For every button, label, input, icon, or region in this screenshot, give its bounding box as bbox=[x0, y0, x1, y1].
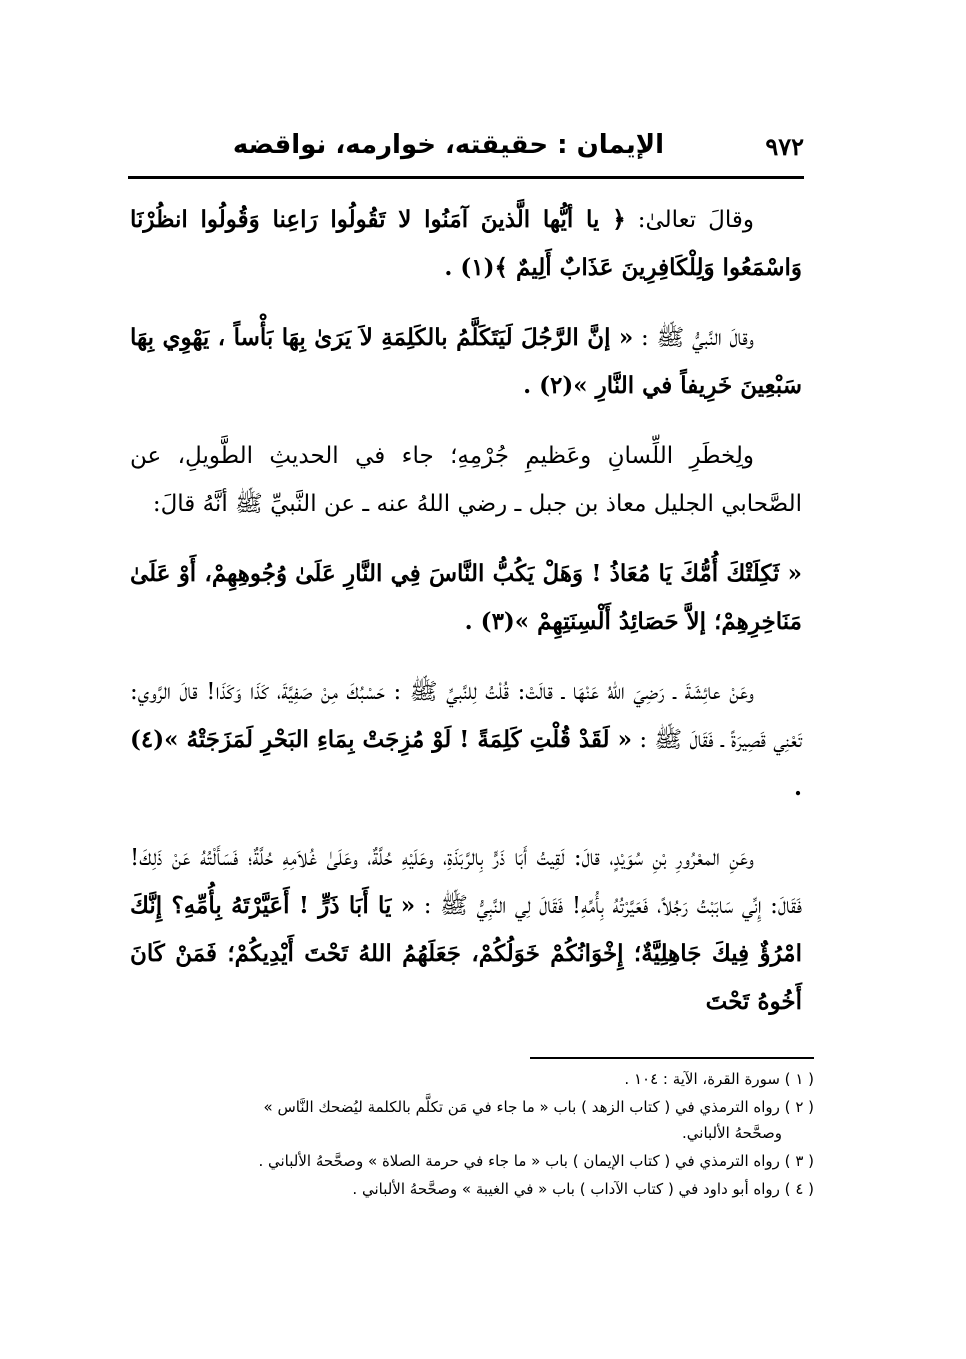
footnote-1 bbox=[180, 1066, 814, 1092]
hadith-quote: « إنَّ الرَّجُلَ لَيَتَكَلَّمُ بالكَلِمَةِ لاَ يَرَىٰ بِهَا بَأْساً ، يَهْوِي بِهَا سَبْعِينَ خَرِيفاً في النَّارِ »(٢) . bbox=[130, 324, 802, 399]
running-title: الإيمان : حقيقته، خوارمه، نواقضه bbox=[232, 130, 664, 160]
paragraph-3 bbox=[130, 432, 802, 528]
paragraph-intro: وعَنِ المعْرُورِ بْنِ سُوَيْدٍ، قالَ: لَقِيتُ أَبَا ذَرٍّ بِالرَّبَذَةِ، وعَلَيْهِ حُلَّةٌ، وعَلَىٰ غُلاَمِهِ حُلَّةٌ؛ فَسَأَلْتُهُ عَنْ ذَلِكَ! فَقَالَ: إِنِّي سَابَبْتُ رَجُلاً، فَعَيَّرْتُهُ بِأُمِّهِ! فَقَالَ لِي النَّبِيُّ ﷺ : bbox=[130, 845, 802, 919]
paragraph-intro: وقالَ النَّبيُّ ﷺ : bbox=[633, 325, 754, 351]
paragraph-intro: وقالَ تعالىٰ: bbox=[625, 207, 754, 233]
main-text bbox=[130, 196, 802, 1048]
hadith-quote: « لَقَدْ قُلْتِ كَلِمَةً ! لَوْ مُزِجَتْ بِمَاءِ البَحْرِ لَمَزَجَتْهُ »(٤) . bbox=[130, 726, 802, 801]
hadith-quote: « ثَكِلَتْكَ أُمُّكَ يَا مُعَاذُ ! وَهَلْ يَكُبُّ النَّاسَ فِي النَّارِ عَلَىٰ وُجُوهِهِمْ، أَوْ عَلَىٰ مَنَاخِرِهِمْ؛ إلاَّ حَصَائِدُ أَلْسِنَتِهِمْ »(٣) . bbox=[130, 560, 802, 635]
footnote-text: ( ٣ ) رواه الترمذي في ( كتاب الإيمان ) باب « ما جاء في حرمة الصلاة » وصحَّحهُ الألباني . bbox=[258, 1152, 814, 1170]
footnote-text: ( ٤ ) رواه أبو داود في ( كتاب الآداب ) باب « في الغيبة » وصحَّحهُ الألباني . bbox=[352, 1180, 814, 1198]
footnote-2 bbox=[180, 1094, 814, 1146]
paragraph-2 bbox=[130, 314, 802, 410]
paragraph-1 bbox=[130, 196, 802, 292]
page-number: ٩٧٢ bbox=[765, 132, 804, 161]
page-header bbox=[128, 128, 804, 178]
paragraph-4 bbox=[130, 550, 802, 646]
paragraph-text: ولِخطَرِ اللِّسانِ وعَظيمِ جُرْمِهِ؛ جاء في الحديثِ الطَّويلِ، عن الصَّحابي الجليل معاذ بن جبل ـ رضي اللهُ عنه ـ عن النَّبيِّ ﷺ أنَّهُ قالَ: bbox=[130, 443, 802, 517]
footnote-rule bbox=[530, 1057, 814, 1059]
footnote-continuation: وصحَّحهُ الألباني. bbox=[682, 1124, 782, 1142]
footnote-text: ( ٢ ) رواه الترمذي في ( كتاب الزهد ) باب « ما جاء في مَن تكلَّم بالكلمة ليُضحك النَّاس » bbox=[263, 1098, 814, 1116]
footnote-text: ( ١ ) سورة القرة، الآية : ١٠٤ . bbox=[624, 1070, 814, 1088]
paragraph-intro: وعَنْ عائِشَةَ ـ رَضِيَ اللهُ عَنْهَا ـ قالَتْ: قُلْتُ لِلنَّبيِّ ﷺ : حَسْبُكَ مِنْ صَفِيَّةَ، كَذَا وَكَذَا! قالَ الرَّوي: تَعْنِي قَصِيرَةً ـ فَقَالَ ﷺ : bbox=[130, 679, 802, 753]
footnote-4 bbox=[180, 1176, 814, 1202]
header-rule bbox=[128, 176, 804, 179]
quran-quote: ﴿ يا أيُّها الَّذينَ آمَنُوا لا تَقُولُوا رَاعِنا وَقُولُوا انظُرْنَا وَاسْمَعُوا وَلِلْكَافِرِينَ عَذَابٌ أَلِيمٌ ﴾(١) . bbox=[130, 206, 802, 281]
hadith-quote: « يَا أَبَا ذَرٍّ ! أَعَيَّرْتَهُ بِأُمِّهِ؟ إِنَّكَ امْرُؤٌ فِيكَ جَاهِلِيَّةٌ؛ إِخْوَانُكُمْ خَوَلُكُمْ، جَعَلَهُمُ اللهُ تَحْتَ أَيْدِيكُمْ؛ فَمَنْ كَانَ أَخُوهُ تَحْتَ bbox=[130, 892, 802, 1015]
paragraph-5 bbox=[130, 668, 802, 812]
footnotes bbox=[180, 1066, 814, 1204]
paragraph-6 bbox=[130, 834, 802, 1026]
footnote-3 bbox=[180, 1148, 814, 1174]
